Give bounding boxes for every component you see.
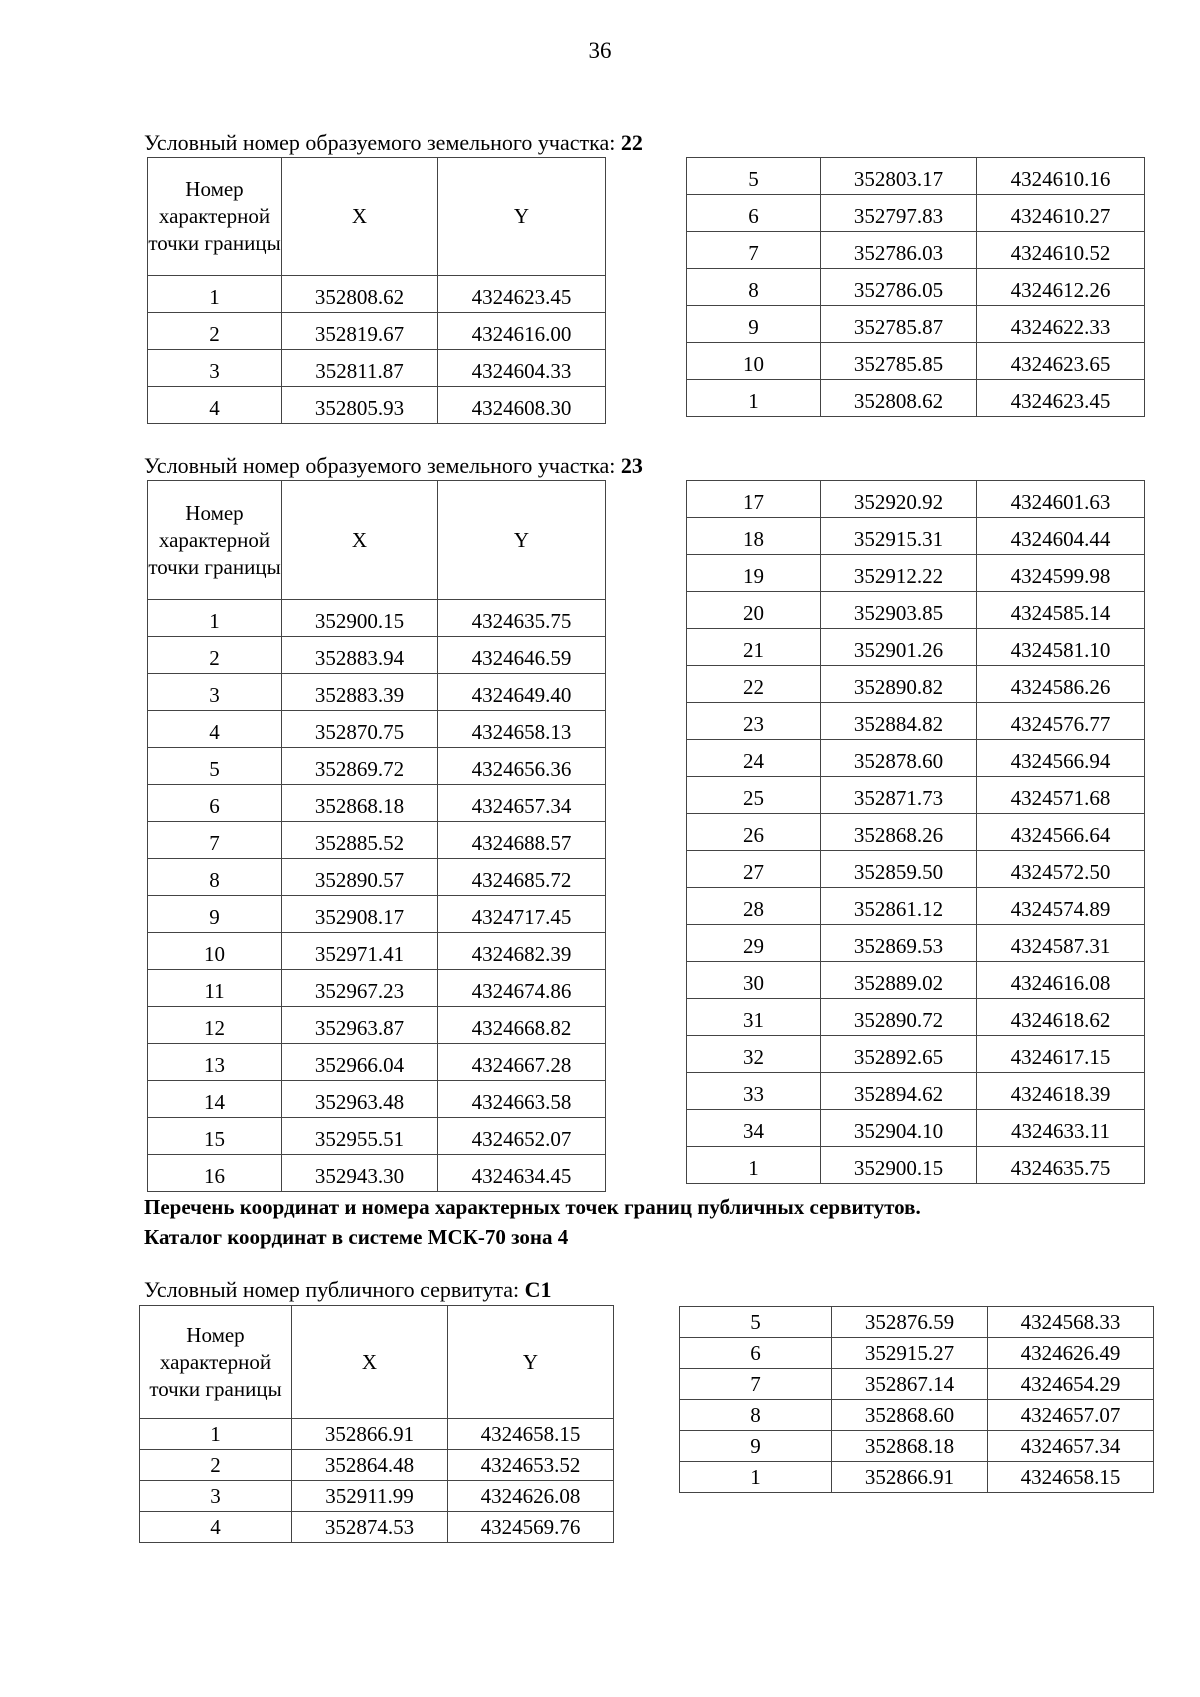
point-number: 10 [148, 933, 282, 970]
y-coordinate: 4324566.94 [977, 740, 1145, 777]
table-row [687, 269, 1145, 306]
y-coordinate: 4324587.31 [977, 925, 1145, 962]
point-number: 3 [148, 674, 282, 711]
x-coordinate: 352878.60 [821, 740, 977, 777]
point-number: 1 [680, 1462, 832, 1493]
point-number: 16 [148, 1155, 282, 1192]
table-row [687, 1073, 1145, 1110]
y-coordinate: 4324572.50 [977, 851, 1145, 888]
y-coordinate: 4324674.86 [438, 970, 606, 1007]
point-number: 5 [687, 158, 821, 195]
point-number: 22 [687, 666, 821, 703]
y-coordinate: 4324610.52 [977, 232, 1145, 269]
point-number: 1 [148, 276, 282, 313]
y-coordinate: 4324610.27 [977, 195, 1145, 232]
table-row [148, 1007, 606, 1044]
x-coordinate: 352866.91 [832, 1462, 988, 1493]
x-coordinate: 352885.52 [282, 822, 438, 859]
x-coordinate: 352890.82 [821, 666, 977, 703]
table-row [148, 1044, 606, 1081]
y-coordinate: 4324663.58 [438, 1081, 606, 1118]
table-row [148, 785, 606, 822]
point-number: 4 [148, 711, 282, 748]
y-coordinate: 4324576.77 [977, 703, 1145, 740]
y-coordinate: 4324568.33 [988, 1307, 1154, 1338]
x-coordinate: 352805.93 [282, 387, 438, 424]
y-coordinate: 4324653.52 [448, 1450, 614, 1481]
y-coordinate: 4324616.08 [977, 962, 1145, 999]
y-coordinate: 4324717.45 [438, 896, 606, 933]
caption-text: Условный номер образуемого земельного участка: [144, 130, 621, 155]
point-number: 1 [140, 1419, 292, 1450]
table-row [680, 1431, 1154, 1462]
x-coordinate: 352786.03 [821, 232, 977, 269]
table-row [148, 970, 606, 1007]
table-row [687, 481, 1145, 518]
point-number: 15 [148, 1118, 282, 1155]
table-row [148, 637, 606, 674]
x-coordinate: 352971.41 [282, 933, 438, 970]
y-coordinate: 4324658.15 [988, 1462, 1154, 1493]
x-coordinate: 352803.17 [821, 158, 977, 195]
servitude-c1-table-right [679, 1306, 1154, 1493]
x-coordinate: 352900.15 [821, 1147, 977, 1184]
table-row [680, 1462, 1154, 1493]
header-point: Номер характерной точки границы [148, 158, 282, 276]
x-coordinate: 352963.87 [282, 1007, 438, 1044]
table-row [687, 925, 1145, 962]
point-number: 25 [687, 777, 821, 814]
y-coordinate: 4324635.75 [438, 600, 606, 637]
y-coordinate: 4324654.29 [988, 1369, 1154, 1400]
point-number: 6 [680, 1338, 832, 1369]
header-x: X [292, 1306, 448, 1419]
point-number: 8 [148, 859, 282, 896]
table-row [148, 313, 606, 350]
x-coordinate: 352903.85 [821, 592, 977, 629]
y-coordinate: 4324608.30 [438, 387, 606, 424]
y-coordinate: 4324616.00 [438, 313, 606, 350]
table-row [680, 1338, 1154, 1369]
table-row [148, 748, 606, 785]
point-number: 5 [148, 748, 282, 785]
point-number: 28 [687, 888, 821, 925]
y-coordinate: 4324581.10 [977, 629, 1145, 666]
y-coordinate: 4324668.82 [438, 1007, 606, 1044]
y-coordinate: 4324617.15 [977, 1036, 1145, 1073]
header-y: Y [438, 158, 606, 276]
point-number: 1 [687, 1147, 821, 1184]
servitude-c1-table-left [139, 1305, 614, 1543]
point-number: 5 [680, 1307, 832, 1338]
y-coordinate: 4324626.08 [448, 1481, 614, 1512]
x-coordinate: 352866.91 [292, 1419, 448, 1450]
point-number: 8 [680, 1400, 832, 1431]
x-coordinate: 352967.23 [282, 970, 438, 1007]
table-row [148, 276, 606, 313]
x-coordinate: 352874.53 [292, 1512, 448, 1543]
point-number: 11 [148, 970, 282, 1007]
table-row [687, 851, 1145, 888]
table-row [687, 1110, 1145, 1147]
y-coordinate: 4324601.63 [977, 481, 1145, 518]
parcel-23-table-right [686, 480, 1145, 1184]
point-number: 24 [687, 740, 821, 777]
header-y: Y [448, 1306, 614, 1419]
y-coordinate: 4324618.39 [977, 1073, 1145, 1110]
point-number: 1 [687, 380, 821, 417]
point-number: 23 [687, 703, 821, 740]
point-number: 7 [148, 822, 282, 859]
table-row [687, 1147, 1145, 1184]
x-coordinate: 352785.85 [821, 343, 977, 380]
y-coordinate: 4324658.15 [448, 1419, 614, 1450]
y-coordinate: 4324646.59 [438, 637, 606, 674]
y-coordinate: 4324571.68 [977, 777, 1145, 814]
point-number: 10 [687, 343, 821, 380]
table-row [687, 666, 1145, 703]
x-coordinate: 352864.48 [292, 1450, 448, 1481]
y-coordinate: 4324682.39 [438, 933, 606, 970]
x-coordinate: 352912.22 [821, 555, 977, 592]
point-number: 4 [148, 387, 282, 424]
x-coordinate: 352892.65 [821, 1036, 977, 1073]
table-row [687, 380, 1145, 417]
point-number: 2 [148, 637, 282, 674]
x-coordinate: 352915.27 [832, 1338, 988, 1369]
y-coordinate: 4324649.40 [438, 674, 606, 711]
table-row [687, 777, 1145, 814]
table-row [148, 822, 606, 859]
table-row [140, 1450, 614, 1481]
y-coordinate: 4324685.72 [438, 859, 606, 896]
parcel-23-caption [144, 453, 643, 479]
y-coordinate: 4324623.65 [977, 343, 1145, 380]
header-y: Y [438, 481, 606, 600]
table-row [687, 158, 1145, 195]
y-coordinate: 4324618.62 [977, 999, 1145, 1036]
table-row [687, 703, 1145, 740]
y-coordinate: 4324626.49 [988, 1338, 1154, 1369]
table-row [148, 896, 606, 933]
point-number: 7 [687, 232, 821, 269]
point-number: 6 [148, 785, 282, 822]
point-number: 6 [687, 195, 821, 232]
x-coordinate: 352955.51 [282, 1118, 438, 1155]
x-coordinate: 352868.60 [832, 1400, 988, 1431]
x-coordinate: 352868.18 [832, 1431, 988, 1462]
y-coordinate: 4324657.34 [988, 1431, 1154, 1462]
point-number: 9 [687, 306, 821, 343]
page-number: 36 [588, 38, 612, 63]
table-row [687, 232, 1145, 269]
y-coordinate: 4324656.36 [438, 748, 606, 785]
x-coordinate: 352889.02 [821, 962, 977, 999]
table-header-row [148, 158, 606, 276]
table-row [140, 1481, 614, 1512]
table-row [140, 1512, 614, 1543]
servitude-number: С1 [524, 1277, 552, 1302]
table-row [148, 600, 606, 637]
table-row [687, 999, 1145, 1036]
x-coordinate: 352911.99 [292, 1481, 448, 1512]
point-number: 7 [680, 1369, 832, 1400]
table-row [687, 962, 1145, 999]
table-row [148, 1155, 606, 1192]
table-row [687, 629, 1145, 666]
x-coordinate: 352883.94 [282, 637, 438, 674]
point-number: 21 [687, 629, 821, 666]
y-coordinate: 4324622.33 [977, 306, 1145, 343]
y-coordinate: 4324599.98 [977, 555, 1145, 592]
table-row [680, 1400, 1154, 1431]
table-row [687, 306, 1145, 343]
x-coordinate: 352966.04 [282, 1044, 438, 1081]
x-coordinate: 352861.12 [821, 888, 977, 925]
x-coordinate: 352797.83 [821, 195, 977, 232]
parcel-22-table-left [147, 157, 606, 424]
table-row [687, 888, 1145, 925]
table-row [148, 859, 606, 896]
y-coordinate: 4324652.07 [438, 1118, 606, 1155]
y-coordinate: 4324634.45 [438, 1155, 606, 1192]
point-number: 3 [148, 350, 282, 387]
x-coordinate: 352900.15 [282, 600, 438, 637]
servitude-heading-line2: Каталог координат в системе МСК-70 зона 4 [144, 1225, 569, 1249]
header-point: Номер характерной точки границы [148, 481, 282, 600]
table-row [687, 740, 1145, 777]
header-point: Номер характерной точки границы [140, 1306, 292, 1419]
point-number: 8 [687, 269, 821, 306]
point-number: 12 [148, 1007, 282, 1044]
point-number: 2 [148, 313, 282, 350]
caption-text: Условный номер публичного сервитута: [144, 1277, 525, 1302]
x-coordinate: 352915.31 [821, 518, 977, 555]
parcel-number: 22 [620, 130, 643, 155]
point-number: 18 [687, 518, 821, 555]
point-number: 26 [687, 814, 821, 851]
x-coordinate: 352808.62 [821, 380, 977, 417]
header-x: X [282, 158, 438, 276]
point-number: 1 [148, 600, 282, 637]
table-row [148, 1081, 606, 1118]
y-coordinate: 4324569.76 [448, 1512, 614, 1543]
table-header-row [148, 481, 606, 600]
y-coordinate: 4324604.33 [438, 350, 606, 387]
point-number: 34 [687, 1110, 821, 1147]
y-coordinate: 4324633.11 [977, 1110, 1145, 1147]
table-row [140, 1419, 614, 1450]
servitude-c1-caption [144, 1277, 552, 1303]
x-coordinate: 352859.50 [821, 851, 977, 888]
x-coordinate: 352811.87 [282, 350, 438, 387]
point-number: 33 [687, 1073, 821, 1110]
point-number: 4 [140, 1512, 292, 1543]
table-row [148, 1118, 606, 1155]
servitude-heading [144, 1192, 921, 1252]
point-number: 31 [687, 999, 821, 1036]
table-row [687, 518, 1145, 555]
x-coordinate: 352876.59 [832, 1307, 988, 1338]
table-row [680, 1307, 1154, 1338]
y-coordinate: 4324658.13 [438, 711, 606, 748]
x-coordinate: 352920.92 [821, 481, 977, 518]
x-coordinate: 352890.57 [282, 859, 438, 896]
table-row [148, 350, 606, 387]
y-coordinate: 4324585.14 [977, 592, 1145, 629]
point-number: 3 [140, 1481, 292, 1512]
table-row [687, 1036, 1145, 1073]
header-x: X [282, 481, 438, 600]
table-row [687, 555, 1145, 592]
x-coordinate: 352943.30 [282, 1155, 438, 1192]
x-coordinate: 352883.39 [282, 674, 438, 711]
table-row [148, 387, 606, 424]
x-coordinate: 352819.67 [282, 313, 438, 350]
y-coordinate: 4324623.45 [438, 276, 606, 313]
point-number: 29 [687, 925, 821, 962]
y-coordinate: 4324566.64 [977, 814, 1145, 851]
y-coordinate: 4324604.44 [977, 518, 1145, 555]
table-row [687, 814, 1145, 851]
y-coordinate: 4324667.28 [438, 1044, 606, 1081]
y-coordinate: 4324657.34 [438, 785, 606, 822]
x-coordinate: 352894.62 [821, 1073, 977, 1110]
x-coordinate: 352904.10 [821, 1110, 977, 1147]
parcel-23-table-left [147, 480, 606, 1192]
x-coordinate: 352963.48 [282, 1081, 438, 1118]
table-row [687, 195, 1145, 232]
point-number: 9 [680, 1431, 832, 1462]
y-coordinate: 4324657.07 [988, 1400, 1154, 1431]
x-coordinate: 352901.26 [821, 629, 977, 666]
point-number: 20 [687, 592, 821, 629]
table-header-row [140, 1306, 614, 1419]
x-coordinate: 352908.17 [282, 896, 438, 933]
table-row [148, 674, 606, 711]
x-coordinate: 352786.05 [821, 269, 977, 306]
y-coordinate: 4324612.26 [977, 269, 1145, 306]
parcel-22-table-right [686, 157, 1145, 417]
point-number: 27 [687, 851, 821, 888]
y-coordinate: 4324688.57 [438, 822, 606, 859]
x-coordinate: 352871.73 [821, 777, 977, 814]
y-coordinate: 4324635.75 [977, 1147, 1145, 1184]
point-number: 14 [148, 1081, 282, 1118]
caption-text: Условный номер образуемого земельного участка: [144, 453, 621, 478]
servitude-heading-line1: Перечень координат и номера характерных точек границ публичных сервитутов. [144, 1195, 921, 1219]
point-number: 30 [687, 962, 821, 999]
x-coordinate: 352890.72 [821, 999, 977, 1036]
x-coordinate: 352808.62 [282, 276, 438, 313]
y-coordinate: 4324586.26 [977, 666, 1145, 703]
y-coordinate: 4324574.89 [977, 888, 1145, 925]
table-row [148, 933, 606, 970]
parcel-22-caption [144, 130, 643, 156]
x-coordinate: 352884.82 [821, 703, 977, 740]
point-number: 19 [687, 555, 821, 592]
x-coordinate: 352785.87 [821, 306, 977, 343]
x-coordinate: 352868.26 [821, 814, 977, 851]
x-coordinate: 352869.53 [821, 925, 977, 962]
y-coordinate: 4324610.16 [977, 158, 1145, 195]
x-coordinate: 352867.14 [832, 1369, 988, 1400]
y-coordinate: 4324623.45 [977, 380, 1145, 417]
point-number: 2 [140, 1450, 292, 1481]
x-coordinate: 352868.18 [282, 785, 438, 822]
x-coordinate: 352869.72 [282, 748, 438, 785]
table-row [148, 711, 606, 748]
point-number: 13 [148, 1044, 282, 1081]
table-row [687, 592, 1145, 629]
point-number: 9 [148, 896, 282, 933]
point-number: 17 [687, 481, 821, 518]
parcel-number: 23 [620, 453, 643, 478]
x-coordinate: 352870.75 [282, 711, 438, 748]
point-number: 32 [687, 1036, 821, 1073]
table-row [687, 343, 1145, 380]
table-row [680, 1369, 1154, 1400]
